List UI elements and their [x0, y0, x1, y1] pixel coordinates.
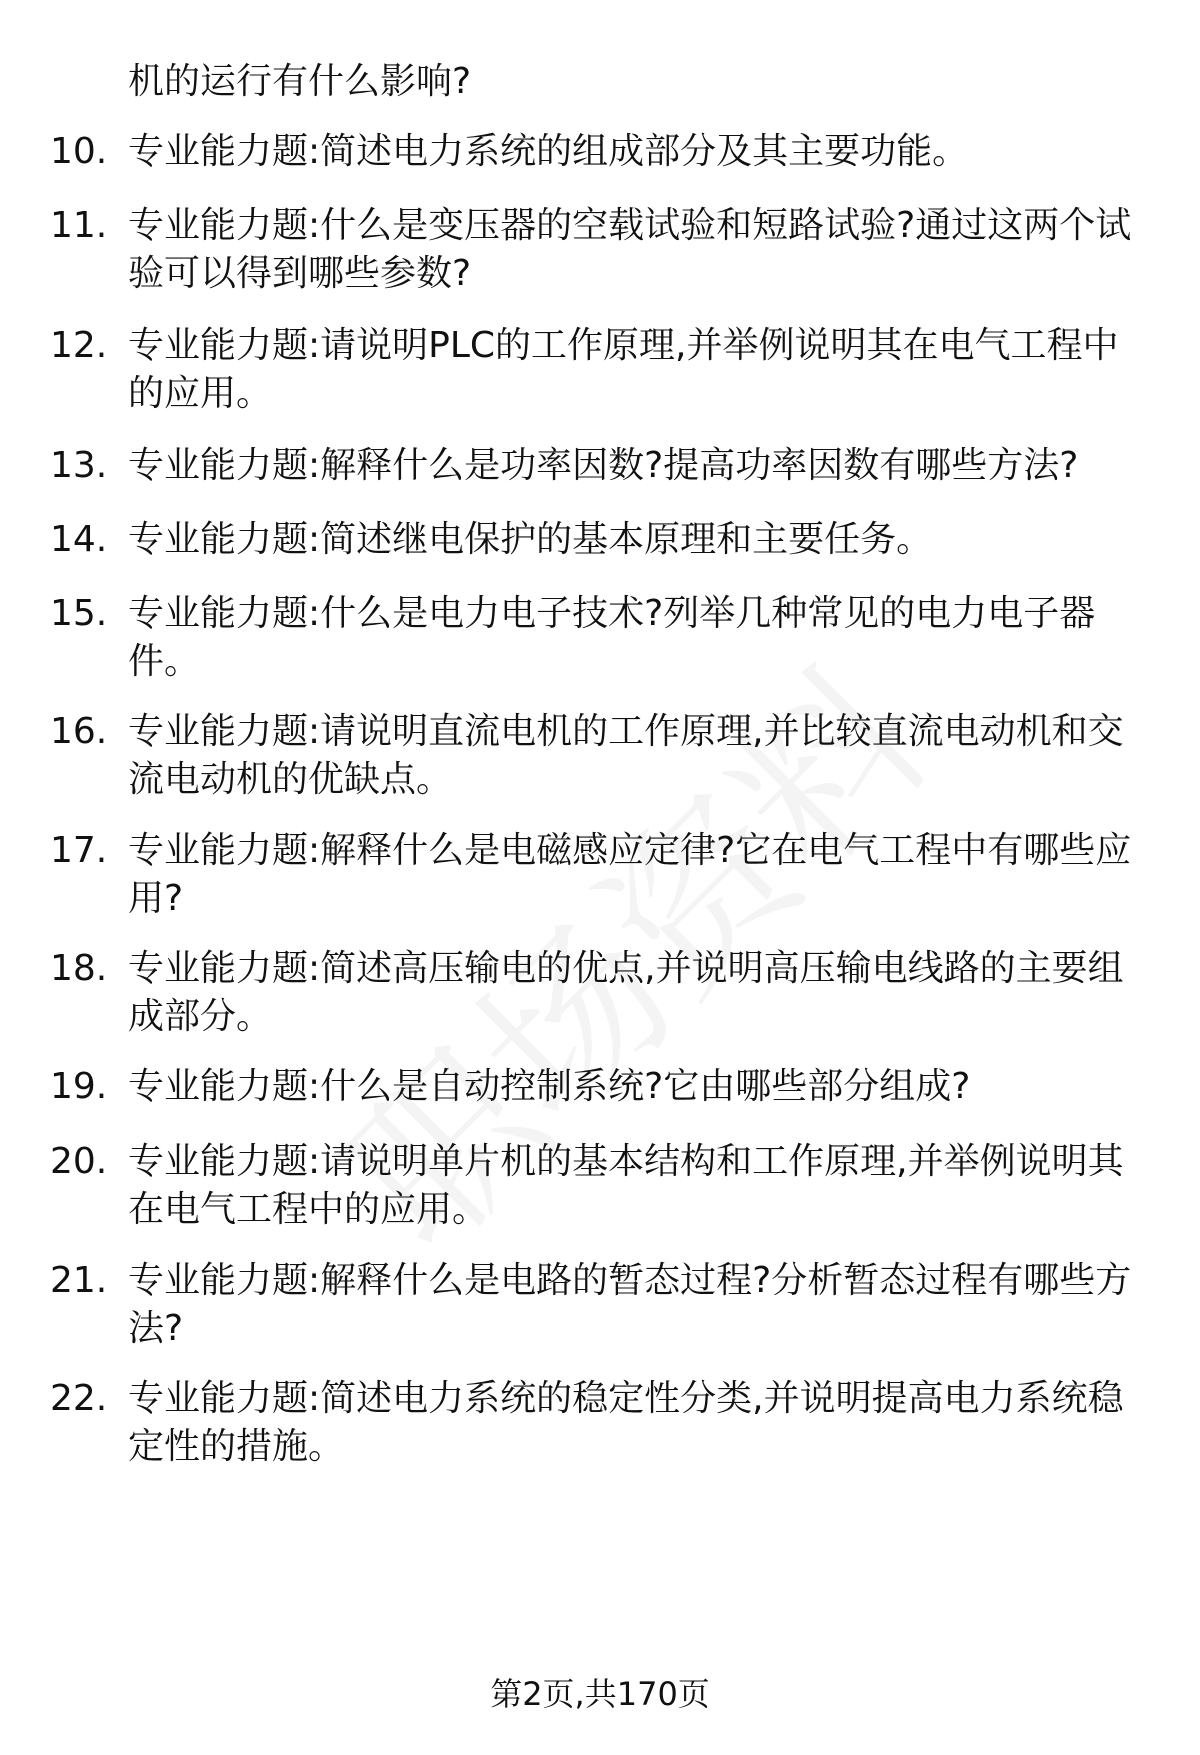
continued-question-text: 机的运行有什么影响? [128, 61, 472, 102]
question-number: 10. [50, 131, 108, 172]
page-footer: 第2页,共170页 [490, 1675, 710, 1713]
question-number: 11. [50, 205, 108, 246]
question-number: 14. [50, 519, 108, 560]
question-number: 17. [50, 830, 108, 871]
question-text: 专业能力题:解释什么是电磁感应定律?它在电气工程中有哪些应用? [128, 830, 1132, 919]
question-text: 专业能力题:什么是变压器的空载试验和短路试验?通过这两个试验可以得到哪些参数? [128, 205, 1132, 294]
question-text: 专业能力题:解释什么是电路的暂态过程?分析暂态过程有哪些方法? [128, 1260, 1132, 1349]
question-number: 22. [50, 1378, 108, 1419]
question-text: 专业能力题:什么是自动控制系统?它由哪些部分组成? [128, 1066, 971, 1107]
question-text: 专业能力题:请说明单片机的基本结构和工作原理,并举例说明其在电气工程中的应用。 [128, 1141, 1124, 1230]
question-number: 21. [50, 1260, 108, 1301]
question-text: 专业能力题:什么是电力电子技术?列举几种常见的电力电子器件。 [128, 593, 1096, 682]
question-text: 专业能力题:请说明直流电机的工作原理,并比较直流电动机和交流电动机的优缺点。 [128, 711, 1124, 800]
question-text: 专业能力题:请说明PLC的工作原理,并举例说明其在电气工程中的应用。 [128, 325, 1119, 414]
question-text: 专业能力题:简述继电保护的基本原理和主要任务。 [128, 519, 933, 560]
question-text: 专业能力题:简述高压输电的优点,并说明高压输电线路的主要组成部分。 [128, 948, 1124, 1037]
question-text: 专业能力题:简述电力系统的稳定性分类,并说明提高电力系统稳定性的措施。 [128, 1378, 1124, 1467]
question-number: 20. [50, 1141, 108, 1182]
question-number: 19. [50, 1066, 108, 1107]
question-number: 13. [50, 445, 108, 486]
question-text: 专业能力题:简述电力系统的组成部分及其主要功能。 [128, 131, 969, 172]
question-number: 18. [50, 948, 108, 989]
question-number: 12. [50, 325, 108, 366]
question-text: 专业能力题:解释什么是功率因数?提高功率因数有哪些方法? [128, 445, 1079, 486]
question-number: 15. [50, 593, 108, 634]
question-number: 16. [50, 711, 108, 752]
